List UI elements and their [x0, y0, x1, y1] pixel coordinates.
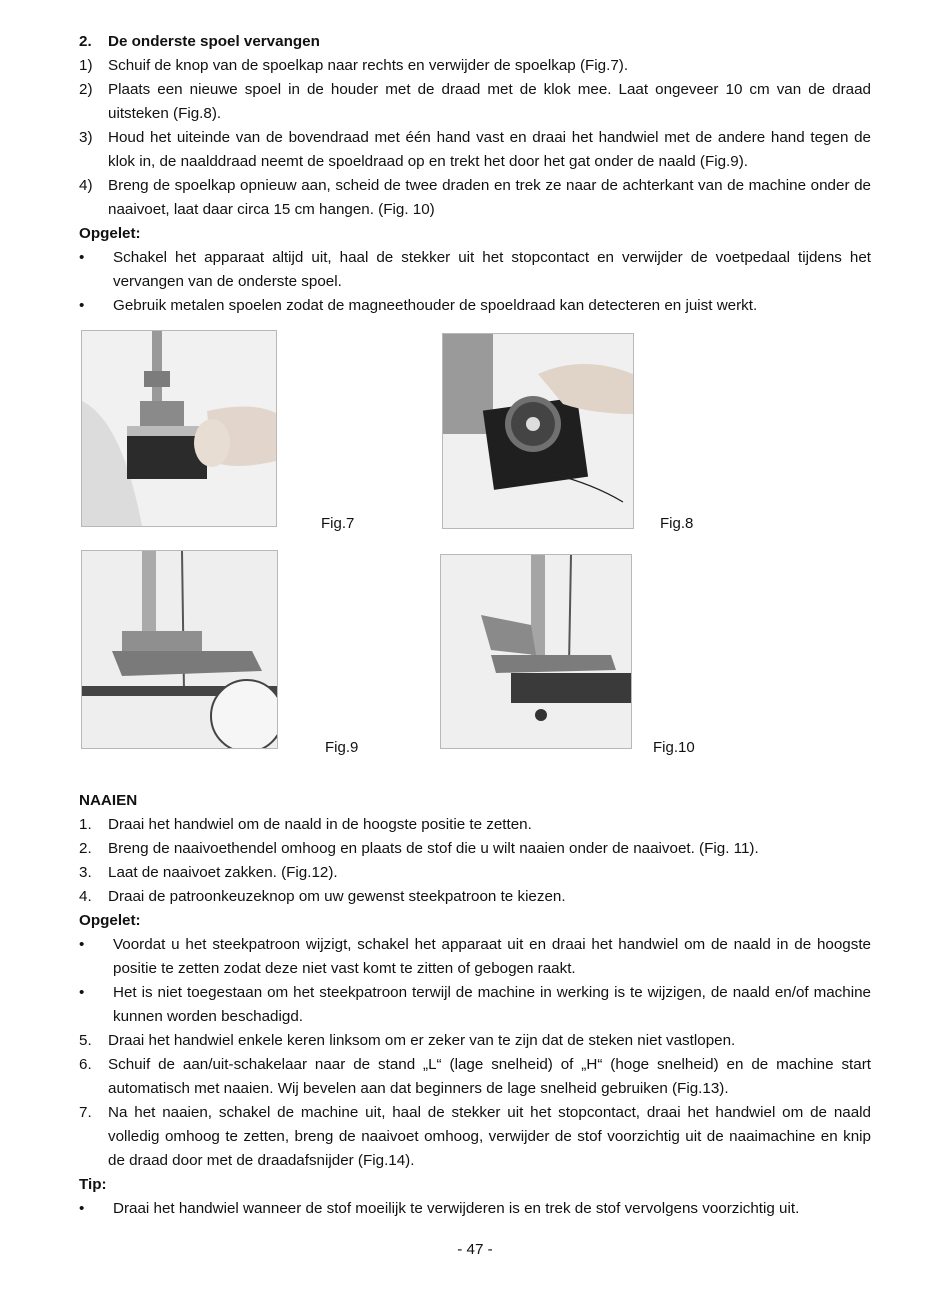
step-number: 4. [79, 888, 92, 905]
bullet-text: Gebruik metalen spoelen zodat de magneethouder de spoeldraad kan detecteren en juist werkt. [113, 297, 758, 314]
step-text: Laat de naaivoet zakken. (Fig.12). [108, 864, 338, 881]
bullet-text: Het is niet toegestaan om het steekpatroon terwijl de machine in werking is te wijzigen, de naald en/of machine kunnen worden beschadigd. [113, 984, 871, 1025]
step-number: 5. [79, 1032, 92, 1049]
step-number: 7. [79, 1104, 92, 1121]
heading-text: De onderste spoel vervangen [108, 33, 320, 50]
section-sewing [79, 789, 871, 1221]
bullet-text: Schakel het apparaat altijd uit, haal de stekker uit het stopcontact en verwijder de voetpedaal tijdens het vervangen van de onderste spoel. [113, 249, 871, 290]
bullet-item [79, 1197, 871, 1221]
caution-label: Opgelet: [79, 225, 141, 242]
bullet-item [79, 933, 871, 981]
step-item [79, 837, 871, 861]
bullet-text: Draai het handwiel wanneer de stof moeilijk te verwijderen is en trek de stof vervolgens voorzichtig uit. [113, 1200, 800, 1217]
caution-label: Opgelet: [79, 912, 141, 929]
step-item [79, 126, 871, 174]
page-number: - 47 - [457, 1241, 493, 1258]
step-number: 2. [79, 840, 92, 857]
fig7-caption: Fig.7 [321, 515, 355, 532]
bullet-icon: • [79, 249, 85, 266]
step-number: 1. [79, 816, 92, 833]
section-heading [79, 30, 871, 54]
step-item [79, 813, 871, 837]
step-text: Schuif de aan/uit-schakelaar naar de stand „L“ (lage snelheid) of „H“ (hoge snelheid) en de machine start automatisch met naaien. Wij bevelen aan dat beginners de lage snelheid gebruiken (Fig.13). [108, 1056, 871, 1097]
step-text: Schuif de knop van de spoelkap naar rechts en verwijder de spoelkap (Fig.7). [108, 57, 629, 74]
step-number: 3) [79, 129, 93, 146]
bullet-icon: • [79, 297, 85, 314]
step-number: 1) [79, 57, 93, 74]
step-text: Draai het handwiel enkele keren linksom om er zeker van te zijn dat de steken niet vastlopen. [108, 1032, 736, 1049]
step-item [79, 861, 871, 885]
step-item [79, 1029, 871, 1053]
step-item [79, 78, 871, 126]
section-heading: NAAIEN [79, 792, 138, 809]
fig10-image [440, 554, 632, 749]
step-number: 3. [79, 864, 92, 881]
bullet-text: Voordat u het steekpatroon wijzigt, schakel het apparaat uit en draai het handwiel om de naald in de hoogste positie te zetten zodat deze niet vast komt te zitten of gebogen raakt. [113, 936, 871, 977]
step-number: 2) [79, 81, 93, 98]
bullet-icon: • [79, 984, 85, 1001]
step-text: Plaats een nieuwe spoel in de houder met de draad met de klok mee. Laat ongeveer 10 cm van de draad uitsteken (Fig.8). [108, 81, 871, 122]
step-item [79, 174, 871, 222]
step-item [79, 54, 871, 78]
step-item [79, 885, 871, 909]
fig9-image [81, 550, 278, 749]
step-item [79, 1101, 871, 1173]
step-text: Houd het uiteinde van de bovendraad met één hand vast en draai het handwiel met de andere hand tegen de klok in, de naalddraad neemt de spoeldraad op en trekt het door het gat onder de naald (Fig.9). [108, 129, 871, 170]
step-text: Draai het handwiel om de naald in de hoogste positie te zetten. [108, 816, 532, 833]
fig9-caption: Fig.9 [325, 739, 359, 756]
bullet-item [79, 294, 871, 318]
fig8-caption: Fig.8 [660, 515, 694, 532]
bullet-item [79, 981, 871, 1029]
bullet-icon: • [79, 936, 85, 953]
bullet-icon: • [79, 1200, 85, 1217]
section-bobbin-replace [79, 30, 871, 318]
step-text: Breng de spoelkap opnieuw aan, scheid de twee draden en trek ze naar de achterkant van de machine onder de naaivoet, laat daar circa 15 cm hangen. (Fig. 10) [108, 177, 871, 218]
step-text: Na het naaien, schakel de machine uit, haal de stekker uit het stopcontact, draai het handwiel om de naald volledig omhoog te zetten, breng de naaivoet omhoog, verwijder de stof voorzichtig uit de naaimachine en knip de draad door met de draadafsnijder (Fig.14). [108, 1104, 871, 1169]
step-item [79, 1053, 871, 1101]
fig10-caption: Fig.10 [653, 739, 695, 756]
heading-number: 2. [79, 33, 92, 50]
step-text: Breng de naaivoethendel omhoog en plaats de stof die u wilt naaien onder de naaivoet. (Fig. 11). [108, 840, 759, 857]
bullet-item [79, 246, 871, 294]
tip-label: Tip: [79, 1176, 107, 1193]
step-number: 6. [79, 1056, 92, 1073]
fig8-image [442, 333, 634, 529]
fig7-image [81, 330, 277, 527]
step-number: 4) [79, 177, 93, 194]
step-text: Draai de patroonkeuzeknop om uw gewenst steekpatroon te kiezen. [108, 888, 566, 905]
